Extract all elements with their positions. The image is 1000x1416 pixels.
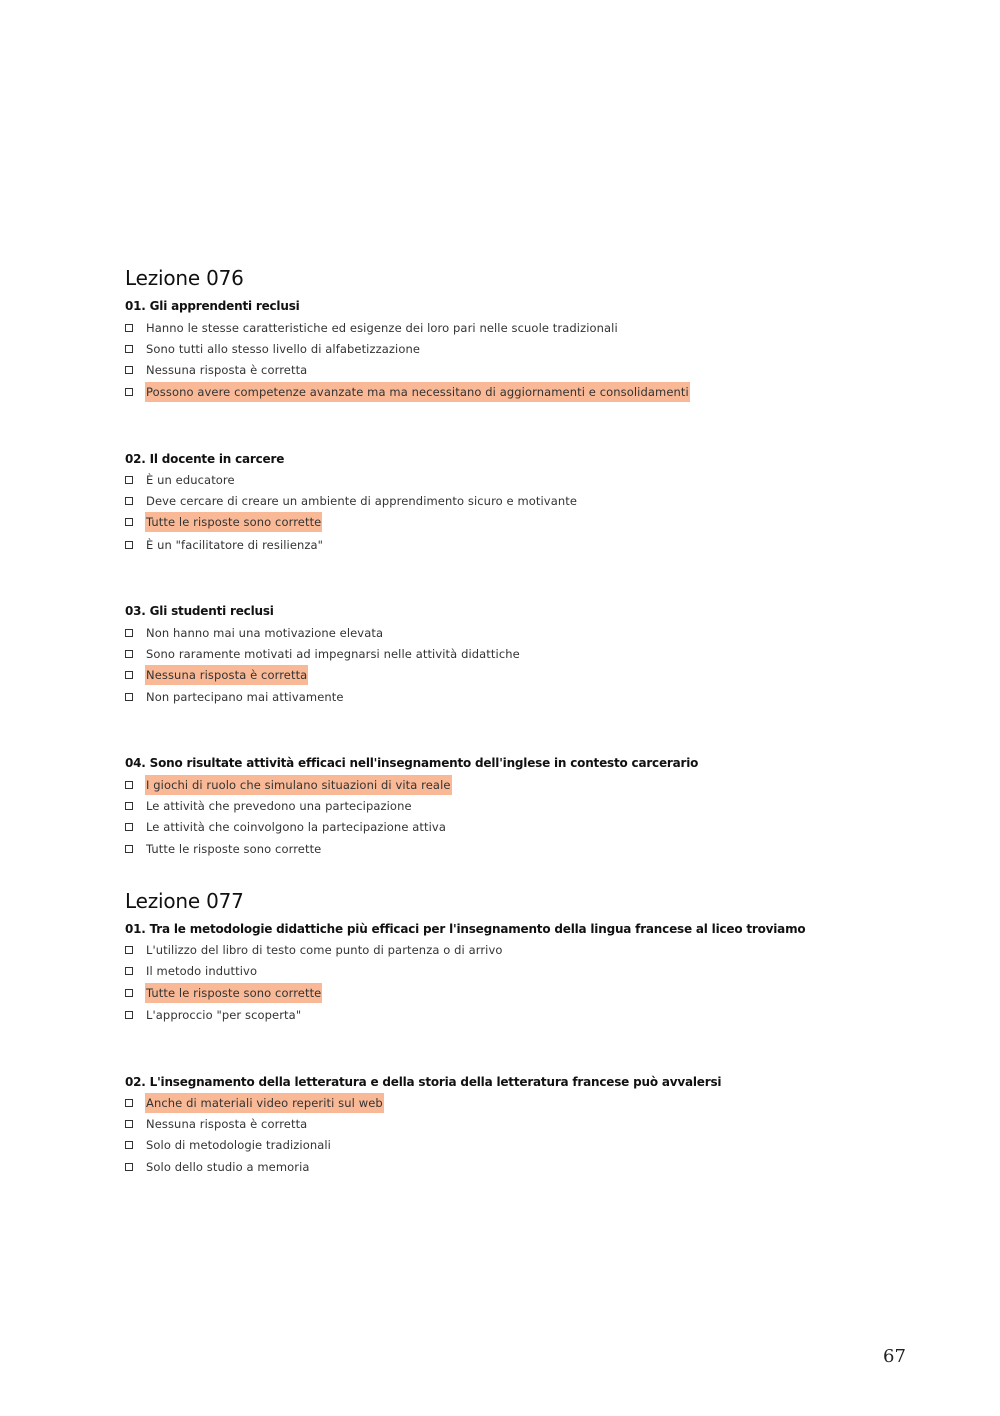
option-text: Sono tutti allo stesso livello di alfabetizzazione [146, 342, 421, 356]
answer-option [125, 470, 236, 490]
option-text: Nessuna risposta è corretta [146, 1117, 308, 1131]
option-text-highlighted: Nessuna risposta è corretta [145, 665, 308, 685]
option-text: Solo dello studio a memoria [146, 1160, 310, 1174]
option-text-highlighted: Tutte le risposte sono corrette [145, 512, 322, 532]
checkbox-icon[interactable] [125, 324, 133, 332]
answer-option [125, 644, 521, 664]
option-text: Le attività che coinvolgono la partecipazione attiva [146, 820, 446, 834]
checkbox-icon[interactable] [125, 388, 133, 396]
checkbox-icon[interactable] [125, 671, 133, 679]
checkbox-icon[interactable] [125, 1163, 133, 1171]
answer-option [125, 1005, 302, 1025]
checkbox-icon[interactable] [125, 629, 133, 637]
checkbox-icon[interactable] [125, 1099, 133, 1107]
answer-option [125, 535, 324, 555]
option-text: È un educatore [146, 473, 235, 487]
answer-option [125, 1114, 308, 1134]
checkbox-icon[interactable] [125, 497, 133, 505]
option-text-highlighted: I giochi di ruolo che simulano situazioni di vita reale [145, 775, 452, 795]
option-text: Nessuna risposta è corretta [146, 363, 308, 377]
answer-option [125, 339, 421, 359]
checkbox-icon[interactable] [125, 823, 133, 831]
checkbox-icon[interactable] [125, 802, 133, 810]
answer-option [125, 839, 322, 859]
checkbox-icon[interactable] [125, 781, 133, 789]
checkbox-icon[interactable] [125, 366, 133, 374]
question-title: 01. Gli apprendenti reclusi [125, 299, 300, 313]
option-text-highlighted: Possono avere competenze avanzate ma ma necessitano di aggiornamenti e consolidamenti [145, 382, 690, 402]
lesson-title: Lezione 077 [125, 889, 244, 913]
option-text: Il metodo induttivo [146, 964, 258, 978]
answer-option [125, 817, 447, 837]
answer-option [125, 491, 578, 511]
question-title: 03. Gli studenti reclusi [125, 604, 274, 618]
checkbox-icon[interactable] [125, 476, 133, 484]
answer-option [125, 1157, 311, 1177]
answer-option [125, 1093, 384, 1113]
answer-option [125, 940, 504, 960]
answer-option [125, 775, 452, 795]
option-text-highlighted: Anche di materiali video reperiti sul web [145, 1093, 384, 1113]
checkbox-icon[interactable] [125, 1141, 133, 1149]
answer-option [125, 318, 619, 338]
option-text: È un "facilitatore di resilienza" [146, 538, 324, 552]
lesson-title: Lezione 076 [125, 266, 244, 290]
checkbox-icon[interactable] [125, 845, 133, 853]
answer-option [125, 961, 258, 981]
option-text-highlighted: Tutte le risposte sono corrette [145, 983, 322, 1003]
option-text: L'approccio "per scoperta" [146, 1008, 302, 1022]
page-number: 67 [883, 1346, 906, 1367]
checkbox-icon[interactable] [125, 650, 133, 658]
answer-option [125, 687, 345, 707]
answer-option [125, 1135, 332, 1155]
answer-option [125, 382, 690, 402]
checkbox-icon[interactable] [125, 1011, 133, 1019]
option-text: Hanno le stesse caratteristiche ed esigenze dei loro pari nelle scuole tradizionali [146, 321, 618, 335]
option-text: Non partecipano mai attivamente [146, 690, 344, 704]
checkbox-icon[interactable] [125, 1120, 133, 1128]
checkbox-icon[interactable] [125, 518, 133, 526]
checkbox-icon[interactable] [125, 946, 133, 954]
answer-option [125, 360, 308, 380]
question-title: 01. Tra le metodologie didattiche più efficaci per l'insegnamento della lingua francese al liceo troviamo [125, 922, 806, 936]
option-text: Solo di metodologie tradizionali [146, 1138, 331, 1152]
option-text: L'utilizzo del libro di testo come punto di partenza o di arrivo [146, 943, 503, 957]
option-text: Sono raramente motivati ad impegnarsi nelle attività didattiche [146, 647, 520, 661]
checkbox-icon[interactable] [125, 967, 133, 975]
question-title: 04. Sono risultate attività efficaci nell'insegnamento dell'inglese in contesto carcerario [125, 756, 699, 770]
checkbox-icon[interactable] [125, 989, 133, 997]
answer-option [125, 983, 322, 1003]
option-text: Deve cercare di creare un ambiente di apprendimento sicuro e motivante [146, 494, 578, 508]
answer-option [125, 623, 384, 643]
checkbox-icon[interactable] [125, 541, 133, 549]
answer-option [125, 796, 413, 816]
option-text: Tutte le risposte sono corrette [146, 842, 322, 856]
option-text: Le attività che prevedono una partecipazione [146, 799, 412, 813]
answer-option [125, 665, 308, 685]
checkbox-icon[interactable] [125, 345, 133, 353]
option-text: Non hanno mai una motivazione elevata [146, 626, 384, 640]
question-title: 02. L'insegnamento della letteratura e della storia della letteratura francese può avvalersi [125, 1075, 722, 1089]
checkbox-icon[interactable] [125, 693, 133, 701]
answer-option [125, 512, 322, 532]
question-title: 02. Il docente in carcere [125, 452, 285, 466]
